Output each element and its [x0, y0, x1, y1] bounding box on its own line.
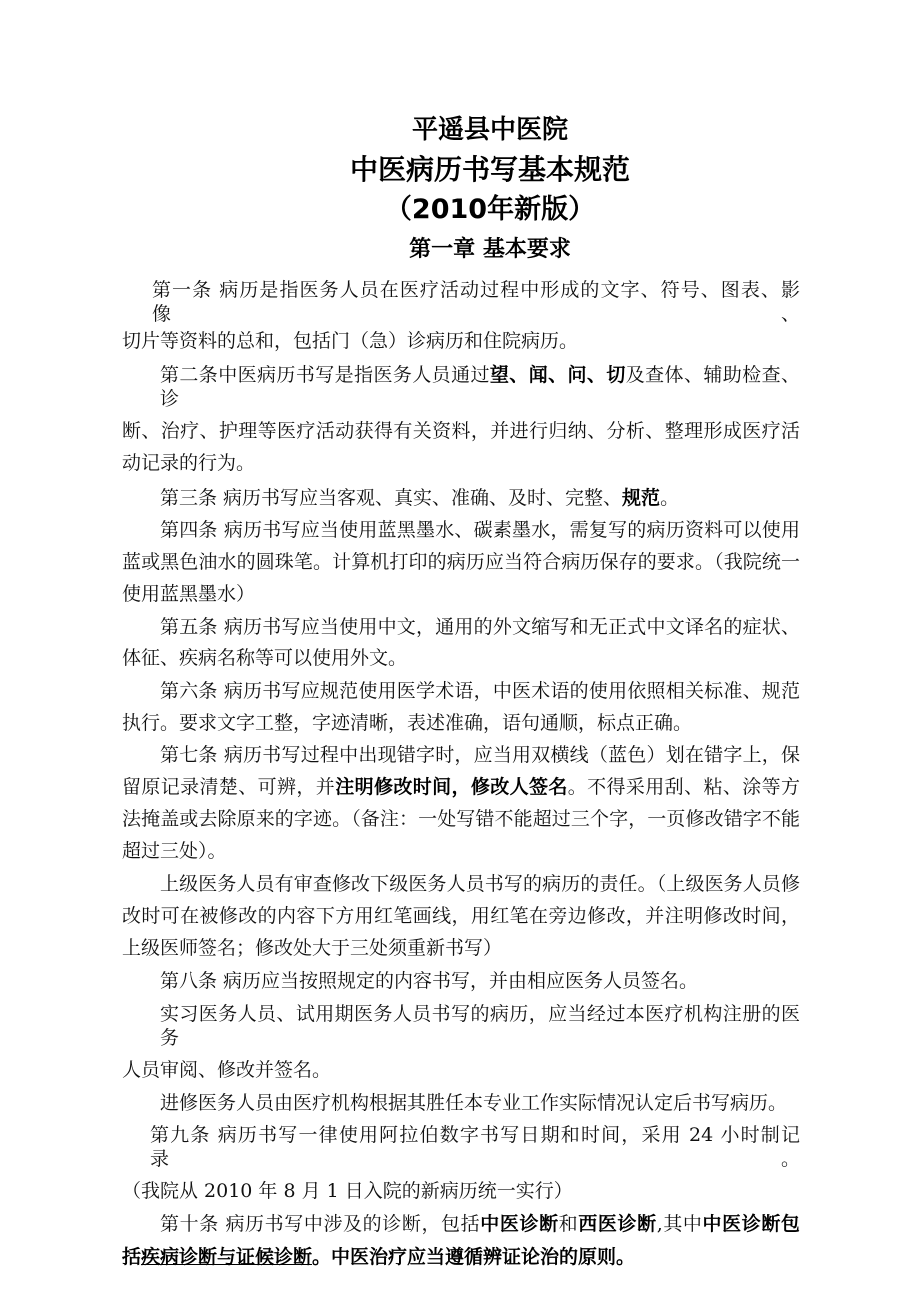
- document-body: [122, 278, 800, 1269]
- text-line: [122, 904, 800, 928]
- text-line: [122, 1002, 800, 1050]
- text-line: [122, 550, 800, 574]
- text-segment: 蓝或黑色油水的圆珠笔。计算机打印的病历应当符合病历保存的要求。（我院统一: [122, 551, 800, 573]
- text-segment: 及查体、辅助检查、诊: [160, 364, 800, 410]
- text-line: [122, 582, 800, 606]
- text-segment: 超过三处）。: [122, 840, 227, 862]
- text-segment: 第九条 病历书写一律使用阿拉伯数字书写日期和时间，采用 24 小时制记录。: [150, 1124, 800, 1170]
- text-segment: 人员审阅、修改并签名。: [122, 1059, 332, 1081]
- emphasized-text: 规范: [622, 487, 661, 509]
- text-line: [122, 419, 800, 443]
- text-line: [122, 646, 800, 670]
- text-line: [122, 711, 800, 735]
- text-segment: 改时可在被修改的内容下方用红笔画线，用红笔在旁边修改，并注明修改时间，: [122, 905, 800, 927]
- chapter-heading: 第一章 基本要求: [409, 237, 571, 262]
- text-segment: ,其中: [656, 1213, 703, 1235]
- text-line: [122, 486, 800, 510]
- text-line: [122, 872, 800, 896]
- text-line: [122, 775, 800, 799]
- text-line: [122, 743, 800, 767]
- edition-label: （2010年新版）: [384, 194, 596, 225]
- emphasized-text: 注明修改时间，修改人签名: [335, 776, 568, 798]
- emphasized-text: 。中医治疗应当遵循辨证论治的原则。: [312, 1246, 636, 1268]
- text-segment: 第二条中医病历书写是指医务人员通过: [160, 364, 490, 386]
- text-segment: 体征、疾病名称等可以使用外文。: [122, 647, 408, 669]
- text-segment: 法掩盖或去除原来的字迹。（备注：一处写错不能超过三个字，一页修改错字不能: [122, 808, 800, 830]
- emphasized-text: 西医诊断: [578, 1213, 657, 1235]
- text-line: [122, 679, 800, 703]
- text-segment: 切片等资料的总和，包括门（急）诊病历和住院病历。: [122, 330, 579, 352]
- text-segment: 执行。要求文字工整，字迹清晰，表述准确，语句通顺，标点正确。: [122, 712, 693, 734]
- text-line: [122, 1179, 800, 1203]
- text-line: [122, 518, 800, 542]
- text-segment: 动记录的行为。: [122, 452, 256, 474]
- text-segment: 第三条 病历书写应当客观、真实、准确、及时、完整、: [160, 487, 623, 509]
- text-segment: 第一条 病历是指医务人员在医疗活动过程中形成的文字、符号、图表、影像、: [152, 279, 800, 325]
- text-segment: 第五条 病历书写应当使用中文，通用的外文缩写和无正式中文译名的症状、: [160, 616, 800, 638]
- text-segment: 。: [660, 487, 680, 509]
- text-segment: 留原记录清楚、可辨，并: [122, 776, 336, 798]
- text-segment: 第六条 病历书写应规范使用医学术语，中医术语的使用依照相关标准、规范: [160, 680, 800, 702]
- text-segment: 上级医务人员有审查修改下级医务人员书写的病历的责任。（上级医务人员修: [160, 873, 800, 895]
- emphasized-text: 望、闻、问、切: [489, 364, 626, 386]
- text-line: [122, 329, 800, 353]
- emphasized-text: 括: [122, 1246, 142, 1268]
- emphasized-text: 中医诊断包: [702, 1213, 800, 1235]
- text-line: [122, 1058, 800, 1082]
- text-line: [122, 839, 800, 863]
- text-line: [122, 1091, 800, 1115]
- text-segment: 。不得采用刮、粘、涂等方: [567, 776, 800, 798]
- emphasized-text: 疾病诊断与证候诊断: [141, 1246, 313, 1268]
- text-line: [122, 1212, 800, 1236]
- text-line: [122, 615, 800, 639]
- text-segment: 第七条 病历书写过程中出现错字时，应当用双横线（蓝色）划在错字上，保: [160, 744, 800, 766]
- text-segment: （我院从 2010 年 8 月 1 日入院的新病历统一实行）: [122, 1180, 573, 1202]
- hospital-name: 平遥县中医院: [411, 115, 568, 145]
- text-segment: 上级医师签名；修改处大于三处须重新书写）: [122, 937, 503, 959]
- text-segment: 进修医务人员由医疗机构根据其胜任本专业工作实际情况认定后书写病历。: [160, 1092, 788, 1114]
- text-segment: 实习医务人员、试用期医务人员书写的病历，应当经过本医疗机构注册的医务: [160, 1003, 800, 1049]
- text-line: [122, 807, 800, 831]
- text-line: [122, 936, 800, 960]
- text-line: [122, 451, 800, 475]
- emphasized-text: 中医诊断: [480, 1213, 559, 1235]
- text-line: [122, 278, 800, 326]
- text-line: [122, 969, 800, 993]
- text-segment: 使用蓝黑墨水）: [122, 583, 256, 605]
- text-line: [122, 1123, 800, 1171]
- text-segment: 和: [558, 1213, 579, 1235]
- text-line: [122, 1245, 800, 1269]
- document-title: 中医病历书写基本规范: [349, 153, 630, 186]
- text-segment: 第四条 病历书写应当使用蓝黑墨水、碳素墨水，需复写的病历资料可以使用: [160, 519, 800, 541]
- text-line: [122, 363, 800, 411]
- text-segment: 第八条 病历应当按照规定的内容书写，并由相应医务人员签名。: [160, 970, 699, 992]
- text-segment: 第十条 病历书写中涉及的诊断，包括: [160, 1213, 481, 1235]
- text-segment: 断、治疗、护理等医疗活动获得有关资料，并进行归纳、分析、整理形成医疗活: [122, 420, 800, 442]
